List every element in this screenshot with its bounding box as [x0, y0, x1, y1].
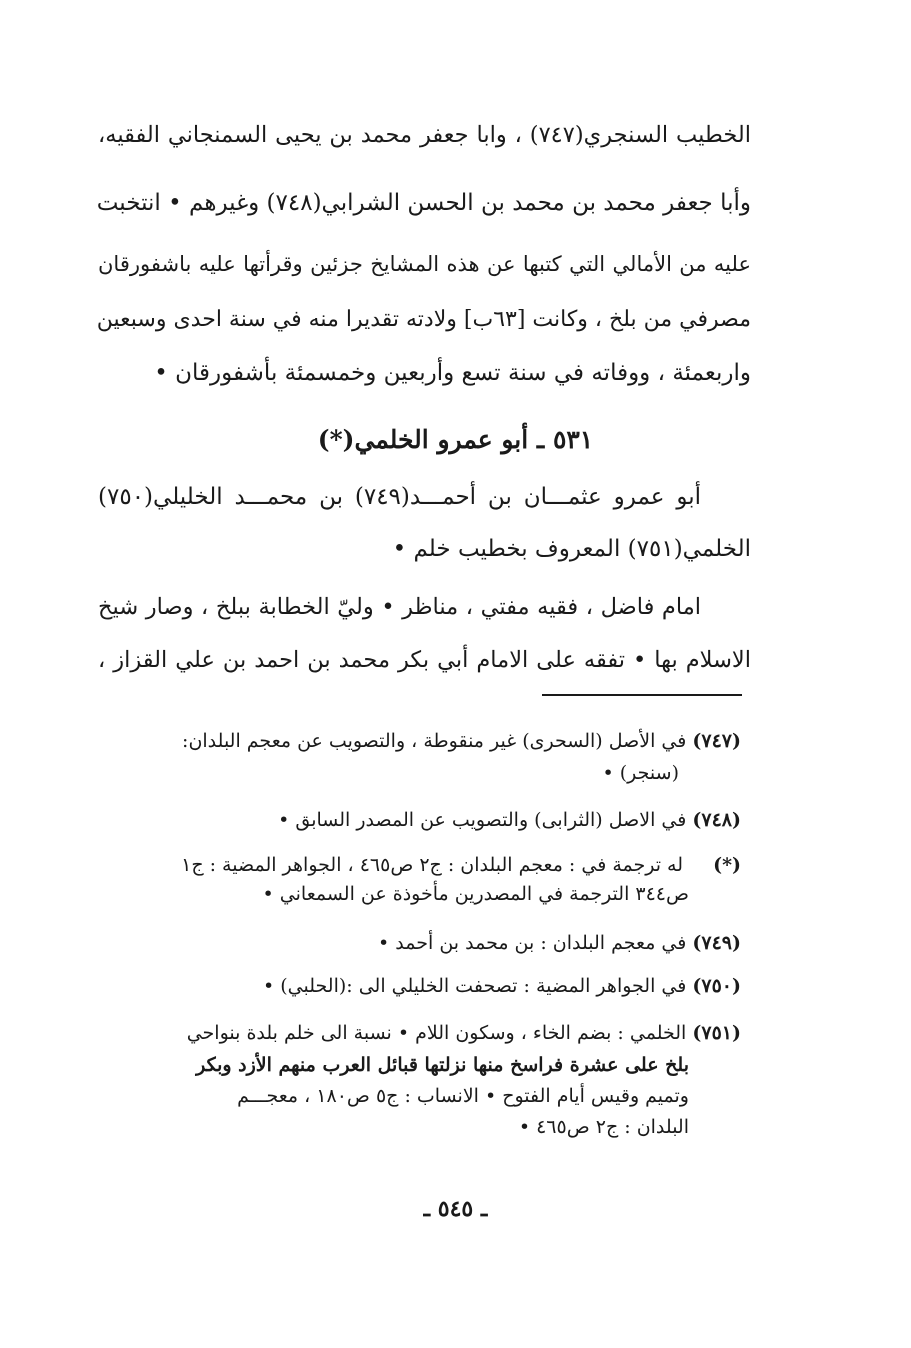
footnote-continuation: ص٣٤٤ الترجمة في المصدرين مأخوذة عن السمعاني •: [262, 883, 689, 905]
footnote-label: (٧٤٨): [692, 809, 741, 831]
footnote-label: (٧٤٧): [692, 730, 741, 752]
text-line: الخطيب السنجري(٧٤٧) ، وابا جعفر محمد بن يحيى السمنجاني الفقيه،: [98, 122, 752, 148]
text-line: مصرفي من بلخ ، وكانت [٦٣ب] ولادته تقديرا منه في سنة احدى وسبعين: [96, 307, 751, 332]
footnote-continuation: وتميم وقيس أيام الفتوح • الانساب : ج٥ ص١٨٠ ، معجـــم: [237, 1085, 689, 1107]
footnote-continuation: (سنجر) •: [602, 762, 679, 784]
footnote-text: في الأصل (السحرى) غير منقوطة ، والتصويب عن معجم البلدان:: [182, 730, 687, 752]
footnote: [181, 852, 741, 878]
footnote-label: (*): [713, 854, 741, 876]
entry-title: ٥٣١ ـ أبو عمرو الخلمي(*): [317, 425, 594, 454]
footnote-label: (٧٥٠): [692, 975, 741, 997]
text-line: وأبا جعفر محمد بن محمد بن الحسن الشرابي(٧٤٨) وغيرهم • انتخبت: [96, 190, 751, 216]
footnote-label: (٧٤٩): [692, 932, 741, 954]
footnote: [263, 973, 741, 999]
text-line: الاسلام بها • تفقه على الامام أبي بكر محمد بن احمد بن علي القزاز ،: [98, 647, 751, 673]
footnote-text: في الاصل (الثرابى) والتصويب عن المصدر السابق •: [278, 809, 687, 831]
text-line: واربعمئة ، ووفاته في سنة تسع وأربعين وخمسمئة بأشفورقان •: [154, 360, 751, 386]
footnote-text: في الجواهر المضية : تصحفت الخليلي الى :(الحلبي) •: [263, 975, 687, 997]
text-line: عليه من الأمالي التي كتبها عن هذه المشايخ جزئين وقرأتها عليه باشفورقان: [98, 252, 751, 276]
text-line: الخلمي(٧٥١) المعروف بخطيب خلم •: [392, 536, 751, 562]
footnote-text: له ترجمة في : معجم البلدان : ج٢ ص٤٦٥ ، الجواهر المضية : ج١: [181, 854, 684, 876]
footnote-continuation: بلخ على عشرة فراسخ منها نزلتها قبائل العرب منهم الأزد وبكر: [196, 1054, 689, 1076]
footnote-text: الخلمي : بضم الخاء ، وسكون اللام • نسبة الى خلم بلدة بنواحي: [186, 1022, 687, 1044]
text-line: أبو عمرو عثمـــان بن أحمـــد(٧٤٩) بن محمـــد الخليلي(٧٥٠): [98, 484, 702, 510]
footnote-continuation: البلدان : ج٢ ص٤٦٥ •: [518, 1116, 689, 1138]
footnote: [278, 807, 741, 833]
footnote-label: (٧٥١): [692, 1022, 741, 1044]
page-number: ـ ٥٤٥ ـ: [423, 1196, 488, 1222]
footnote: [378, 930, 741, 956]
footnote-separator: [542, 694, 742, 696]
footnote: [182, 728, 741, 754]
text-line: امام فاضل ، فقيه مفتي ، مناظر • وليّ الخطابة ببلخ ، وصار شيخ: [98, 594, 701, 620]
footnote-text: في معجم البلدان : بن محمد بن أحمد •: [378, 932, 687, 954]
footnote: [187, 1020, 741, 1046]
